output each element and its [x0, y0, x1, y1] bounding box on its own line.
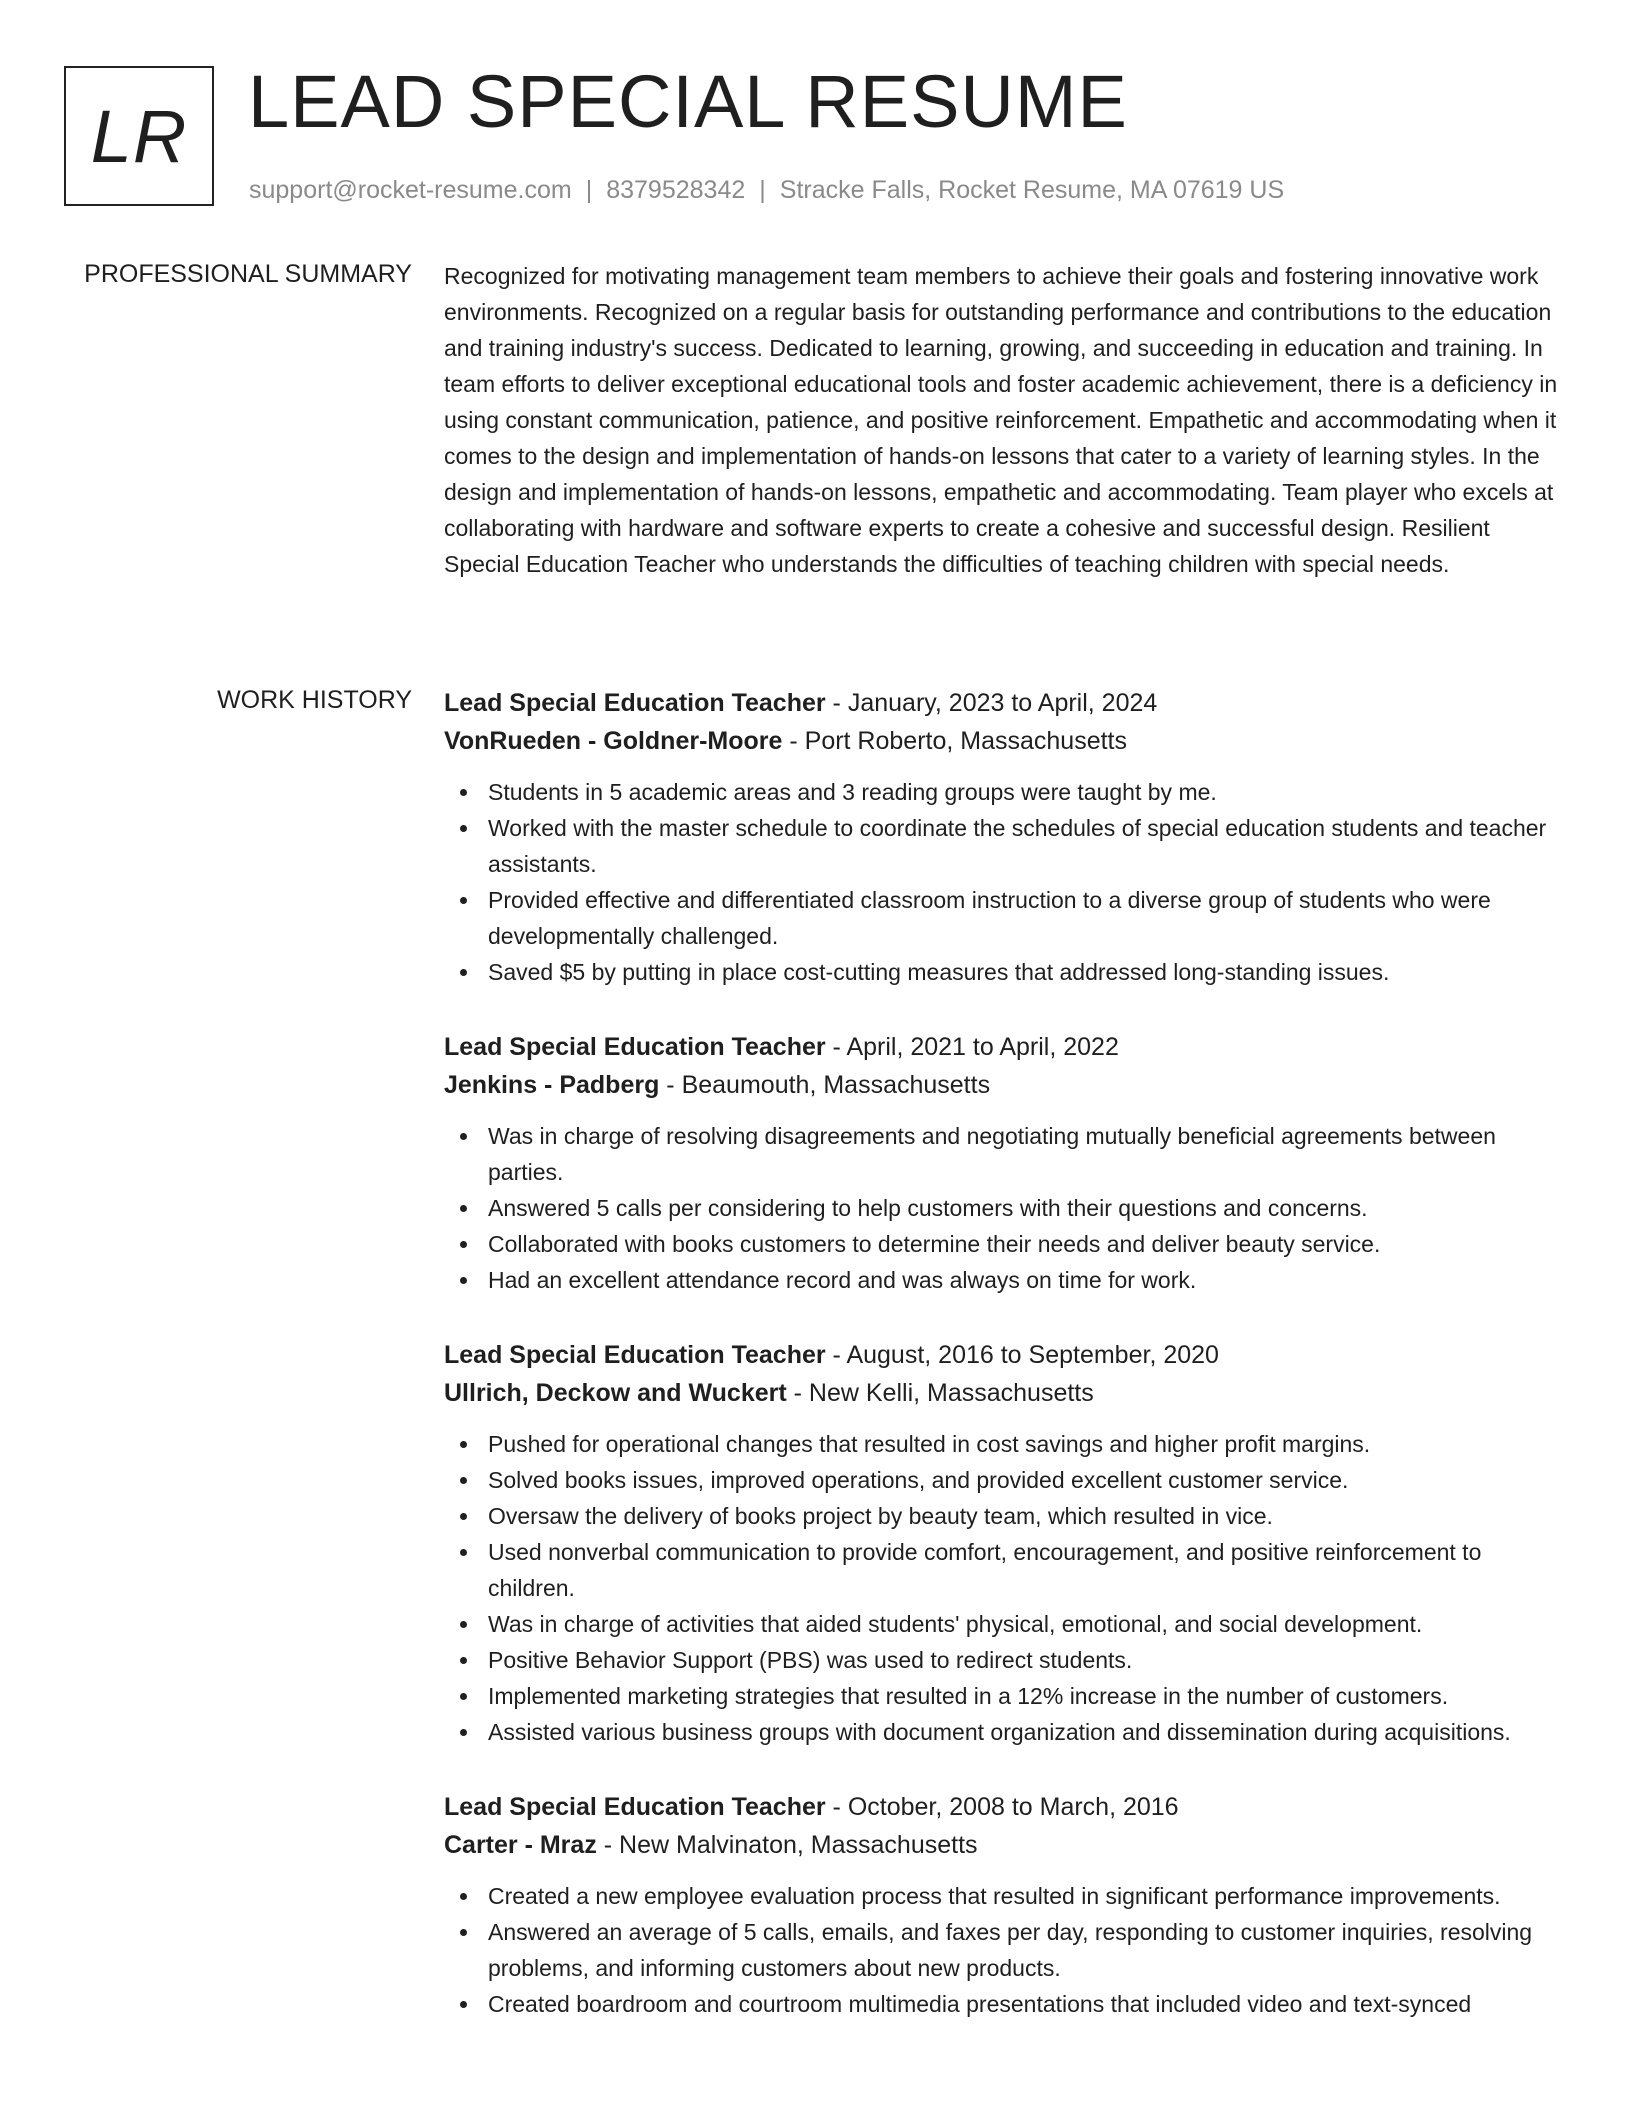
bullet-dot-icon [460, 1929, 467, 1936]
job-location: - New Malvinaton, Massachusetts [596, 1831, 978, 1859]
job-bullet [444, 1498, 1558, 1534]
job-company: Carter - Mraz [444, 1831, 597, 1859]
job-dates: - October, 2008 to March, 2016 [825, 1793, 1179, 1821]
monogram-initials: LR [90, 94, 188, 178]
bullet-dot-icon [460, 1657, 467, 1664]
job-company-line [444, 1826, 1558, 1864]
job-bullet [444, 1678, 1558, 1714]
bullet-dot-icon [460, 1549, 467, 1556]
job-bullet-text: Saved $5 by putting in place cost-cutting measures that addressed long-standing issues. [488, 959, 1390, 985]
job-bullet [444, 1462, 1558, 1498]
job-bullet [444, 1714, 1558, 1750]
bullet-dot-icon [460, 1621, 467, 1628]
job-title: Lead Special Education Teacher [444, 1793, 826, 1821]
job-title-line [444, 1028, 1558, 1066]
job-bullet [444, 1190, 1558, 1226]
contact-separator: | [759, 176, 766, 204]
job-bullet-text: Pushed for operational changes that resulted in cost savings and higher profit margins. [488, 1431, 1371, 1457]
bullet-dot-icon [460, 1277, 467, 1284]
job-location: - New Kelli, Massachusetts [786, 1379, 1094, 1407]
job-bullet [444, 954, 1558, 990]
job-bullet [444, 1226, 1558, 1262]
contact-phone[interactable]: 8379528342 [606, 176, 746, 204]
job-entry [444, 684, 1558, 990]
job-bullet [444, 1914, 1558, 1986]
bullet-dot-icon [460, 969, 467, 976]
job-bullet-text: Answered 5 calls per considering to help customers with their questions and concerns. [488, 1195, 1368, 1221]
job-bullet [444, 1606, 1558, 1642]
work-history-list [444, 684, 1558, 2060]
job-dates: - April, 2021 to April, 2022 [825, 1033, 1119, 1061]
bullet-dot-icon [460, 1241, 467, 1248]
monogram-logo [64, 66, 214, 206]
job-bullet [444, 1878, 1558, 1914]
job-company-line [444, 1374, 1558, 1412]
job-bullet [444, 1262, 1558, 1298]
bullet-dot-icon [460, 1477, 467, 1484]
job-location: - Port Roberto, Massachusetts [782, 727, 1128, 755]
job-bullet-text: Assisted various business groups with document organization and dissemination during acquisitions. [488, 1719, 1511, 1745]
job-bullet [444, 1642, 1558, 1678]
job-bullet [444, 1118, 1558, 1190]
bullet-dot-icon [460, 1729, 467, 1736]
job-title: Lead Special Education Teacher [444, 689, 826, 717]
job-bullet-text: Created a new employee evaluation process that resulted in significant performance improvements. [488, 1883, 1501, 1909]
job-bullet-text: Worked with the master schedule to coordinate the schedules of special education students and teacher assistants. [488, 815, 1547, 877]
job-entry [444, 1788, 1558, 2022]
job-location: - Beaumouth, Massachusetts [659, 1071, 991, 1099]
job-bullet-list [444, 1878, 1558, 2022]
job-company-line [444, 722, 1558, 760]
job-title-line [444, 1336, 1558, 1374]
job-title-line [444, 1788, 1558, 1826]
job-bullet-list [444, 1426, 1558, 1750]
job-bullet-text: Used nonverbal communication to provide comfort, encouragement, and positive reinforcement to children. [488, 1539, 1482, 1601]
contact-email[interactable]: support@rocket-resume.com [249, 176, 572, 204]
bullet-dot-icon [460, 789, 467, 796]
job-title-line [444, 684, 1558, 722]
job-bullet-text: Was in charge of resolving disagreements and negotiating mutually beneficial agreements between parties. [488, 1123, 1496, 1185]
job-bullet-text: Students in 5 academic areas and 3 reading groups were taught by me. [488, 779, 1217, 805]
bullet-dot-icon [460, 897, 467, 904]
bullet-dot-icon [460, 1693, 467, 1700]
job-bullet [444, 1986, 1558, 2022]
job-bullet [444, 774, 1558, 810]
resume-name: LEAD SPECIAL RESUME [248, 60, 1128, 143]
job-bullet [444, 882, 1558, 954]
job-bullet-text: Answered an average of 5 calls, emails, and faxes per day, responding to customer inquiries, resolving problems, and informing customers about new products. [488, 1919, 1533, 1981]
job-entry [444, 1336, 1558, 1750]
bullet-dot-icon [460, 1441, 467, 1448]
job-bullet-text: Had an excellent attendance record and was always on time for work. [488, 1267, 1197, 1293]
job-bullet-text: Implemented marketing strategies that resulted in a 12% increase in the number of customers. [488, 1683, 1449, 1709]
bullet-dot-icon [460, 1893, 467, 1900]
summary-body [444, 258, 1558, 582]
contact-separator: | [585, 176, 593, 204]
contact-line [249, 174, 1284, 206]
job-bullet-text: Provided effective and differentiated classroom instruction to a diverse group of students who were developmentally challenged. [488, 887, 1491, 949]
job-bullet [444, 1426, 1558, 1462]
bullet-dot-icon [460, 825, 467, 832]
contact-address: Stracke Falls, Rocket Resume, MA 07619 US [779, 176, 1285, 204]
job-bullet [444, 1534, 1558, 1606]
job-company: VonRueden - Goldner-Moore [444, 727, 783, 755]
job-dates: - August, 2016 to September, 2020 [825, 1341, 1219, 1369]
job-bullet-text: Positive Behavior Support (PBS) was used to redirect students. [488, 1647, 1133, 1673]
job-bullet-text: Solved books issues, improved operations, and provided excellent customer service. [488, 1467, 1349, 1493]
job-bullet-list [444, 774, 1558, 990]
job-company-line [444, 1066, 1558, 1104]
job-bullet-text: Was in charge of activities that aided students' physical, emotional, and social development. [488, 1611, 1423, 1637]
summary-heading: PROFESSIONAL SUMMARY [84, 260, 412, 288]
job-bullet-list [444, 1118, 1558, 1298]
job-bullet [444, 810, 1558, 882]
job-title: Lead Special Education Teacher [444, 1033, 826, 1061]
job-bullet-text: Collaborated with books customers to determine their needs and deliver beauty service. [488, 1231, 1381, 1257]
summary-text: Recognized for motivating management team members to achieve their goals and fostering innovative work environments. Recognized on a regular basis for outstanding performance and contributions to the education and training industry's success. Dedicated to learning, growing, and succeeding in education and training. In team efforts to deliver exceptional educational tools and foster academic achievement, there is a deficiency in using constant communication, patience, and positive reinforcement. Empathetic and accommodating when it comes to the design and implementation of hands-on lessons that cater to a variety of learning styles. In the design and implementation of hands-on lessons, empathetic and accommodating. Team player who excels at collaborating with hardware and software experts to create a cohesive and successful design. Resilient Special Education Teacher who understands the difficulties of teaching children with special needs. [444, 263, 1558, 577]
job-title: Lead Special Education Teacher [444, 1341, 826, 1369]
bullet-dot-icon [460, 1133, 467, 1140]
job-bullet-text: Created boardroom and courtroom multimedia presentations that included video and text-synced [488, 1991, 1472, 2017]
job-company: Jenkins - Padberg [444, 1071, 660, 1099]
bullet-dot-icon [460, 2001, 467, 2008]
job-dates: - January, 2023 to April, 2024 [825, 689, 1158, 717]
bullet-dot-icon [460, 1513, 467, 1520]
bullet-dot-icon [460, 1205, 467, 1212]
job-entry [444, 1028, 1558, 1298]
job-bullet-text: Oversaw the delivery of books project by beauty team, which resulted in vice. [488, 1503, 1273, 1529]
work-history-heading: WORK HISTORY [217, 686, 412, 714]
job-company: Ullrich, Deckow and Wuckert [444, 1379, 787, 1407]
